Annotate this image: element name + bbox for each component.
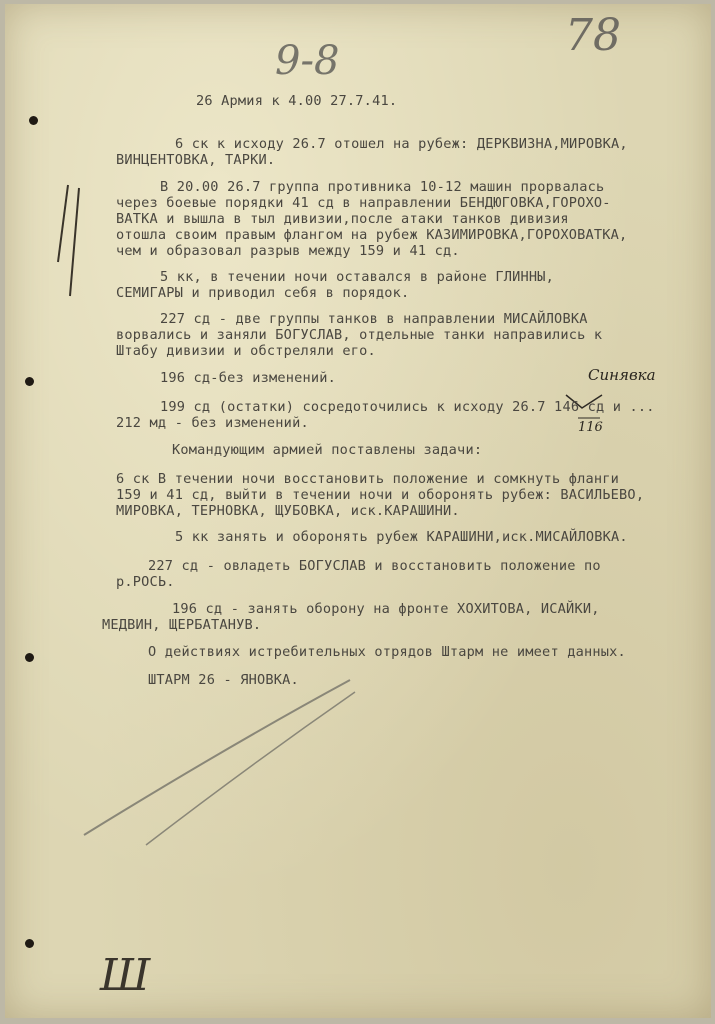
paragraph-line: О действиях истребительных отрядов Штарм не имеет данных. [148,644,626,660]
paragraph-line: 6 ск В течении ночи восстановить положение и сомкнуть фланги [116,471,620,487]
paragraph-line: 5 кк занять и оборонять рубеж КАРАШИНИ,иск.МИСАЙЛОВКА. [175,529,628,545]
paragraph-line: р.РОСЬ. [116,574,175,590]
paragraph-line: Штабу дивизии и обстреляли его. [116,343,376,359]
paragraph-line: 212 мд - без изменений. [116,415,309,431]
paragraph-line: отошла своим правым флангом на рубеж КАЗИМИРОВКА,ГОРОХОВАТКА, [116,227,628,243]
document-header: 26 Армия к 4.00 27.7.41. [196,93,398,109]
paragraph-line: В 20.00 26.7 группа противника 10-12 машин прорвалась [160,179,605,195]
paragraph-line: через боевые порядки 41 сд в направлении БЕНДЮГОВКА,ГОРОХО- [116,195,611,211]
paragraph-line: ВАТКА и вышла в тыл дивизии,после атаки танков дивизия [116,211,569,227]
paragraph-line: 196 сд-без изменений. [160,370,337,386]
paragraph-line: МИРОВКА, ТЕРНОВКА, ЩУБОВКА, иск.КАРАШИНИ. [116,503,460,519]
paragraph-line: Командующим армией поставлены задачи: [172,442,483,458]
paragraph-line: 5 кк, в течении ночи оставался в районе ГЛИННЫ, [160,269,555,285]
paragraph-line: ворвались и заняли БОГУСЛАВ, отдельные танки направились к [116,327,603,343]
bottom-handwritten-mark: Ш [100,950,151,1001]
paragraph-line: 199 сд (остатки) сосредоточились к исходу 26.7 146 сд и ... [160,399,655,415]
paragraph-line: ВИНЦЕНТОВКА, ТАРКИ. [116,152,276,168]
margin-annotation: Синявка [588,366,656,384]
margin-annotation-number: 116 [578,420,603,435]
paragraph-line: 6 ск к исходу 26.7 отошел на рубеж: ДЕРКВИЗНА,МИРОВКА, [175,136,628,152]
folio-number: 78 [565,10,621,61]
signature-line: ШТАРМ 26 - ЯНОВКА. [148,672,299,688]
top-handwritten-mark: 9-8 [275,38,340,84]
paragraph-line: 159 и 41 сд, выйти в течении ночи и оборонять рубеж: ВАСИЛЬЕВО, [116,487,645,503]
paragraph-line: 227 сд - две группы танков в направлении МИСАЙЛОВКА [160,311,588,327]
paragraph-line: СЕМИГАРЫ и приводил себя в порядок. [116,285,410,301]
paragraph-line: 196 сд - занять оборону на фронте ХОХИТОВА, ИСАЙКИ, [172,601,600,617]
paragraph-line: МЕДВИН, ЩЕРБАТАНУВ. [102,617,262,633]
paragraph-line: 227 сд - овладеть БОГУСЛАВ и восстановить положение по [148,558,601,574]
paragraph-line: чем и образовал разрыв между 159 и 41 сд. [116,243,460,259]
